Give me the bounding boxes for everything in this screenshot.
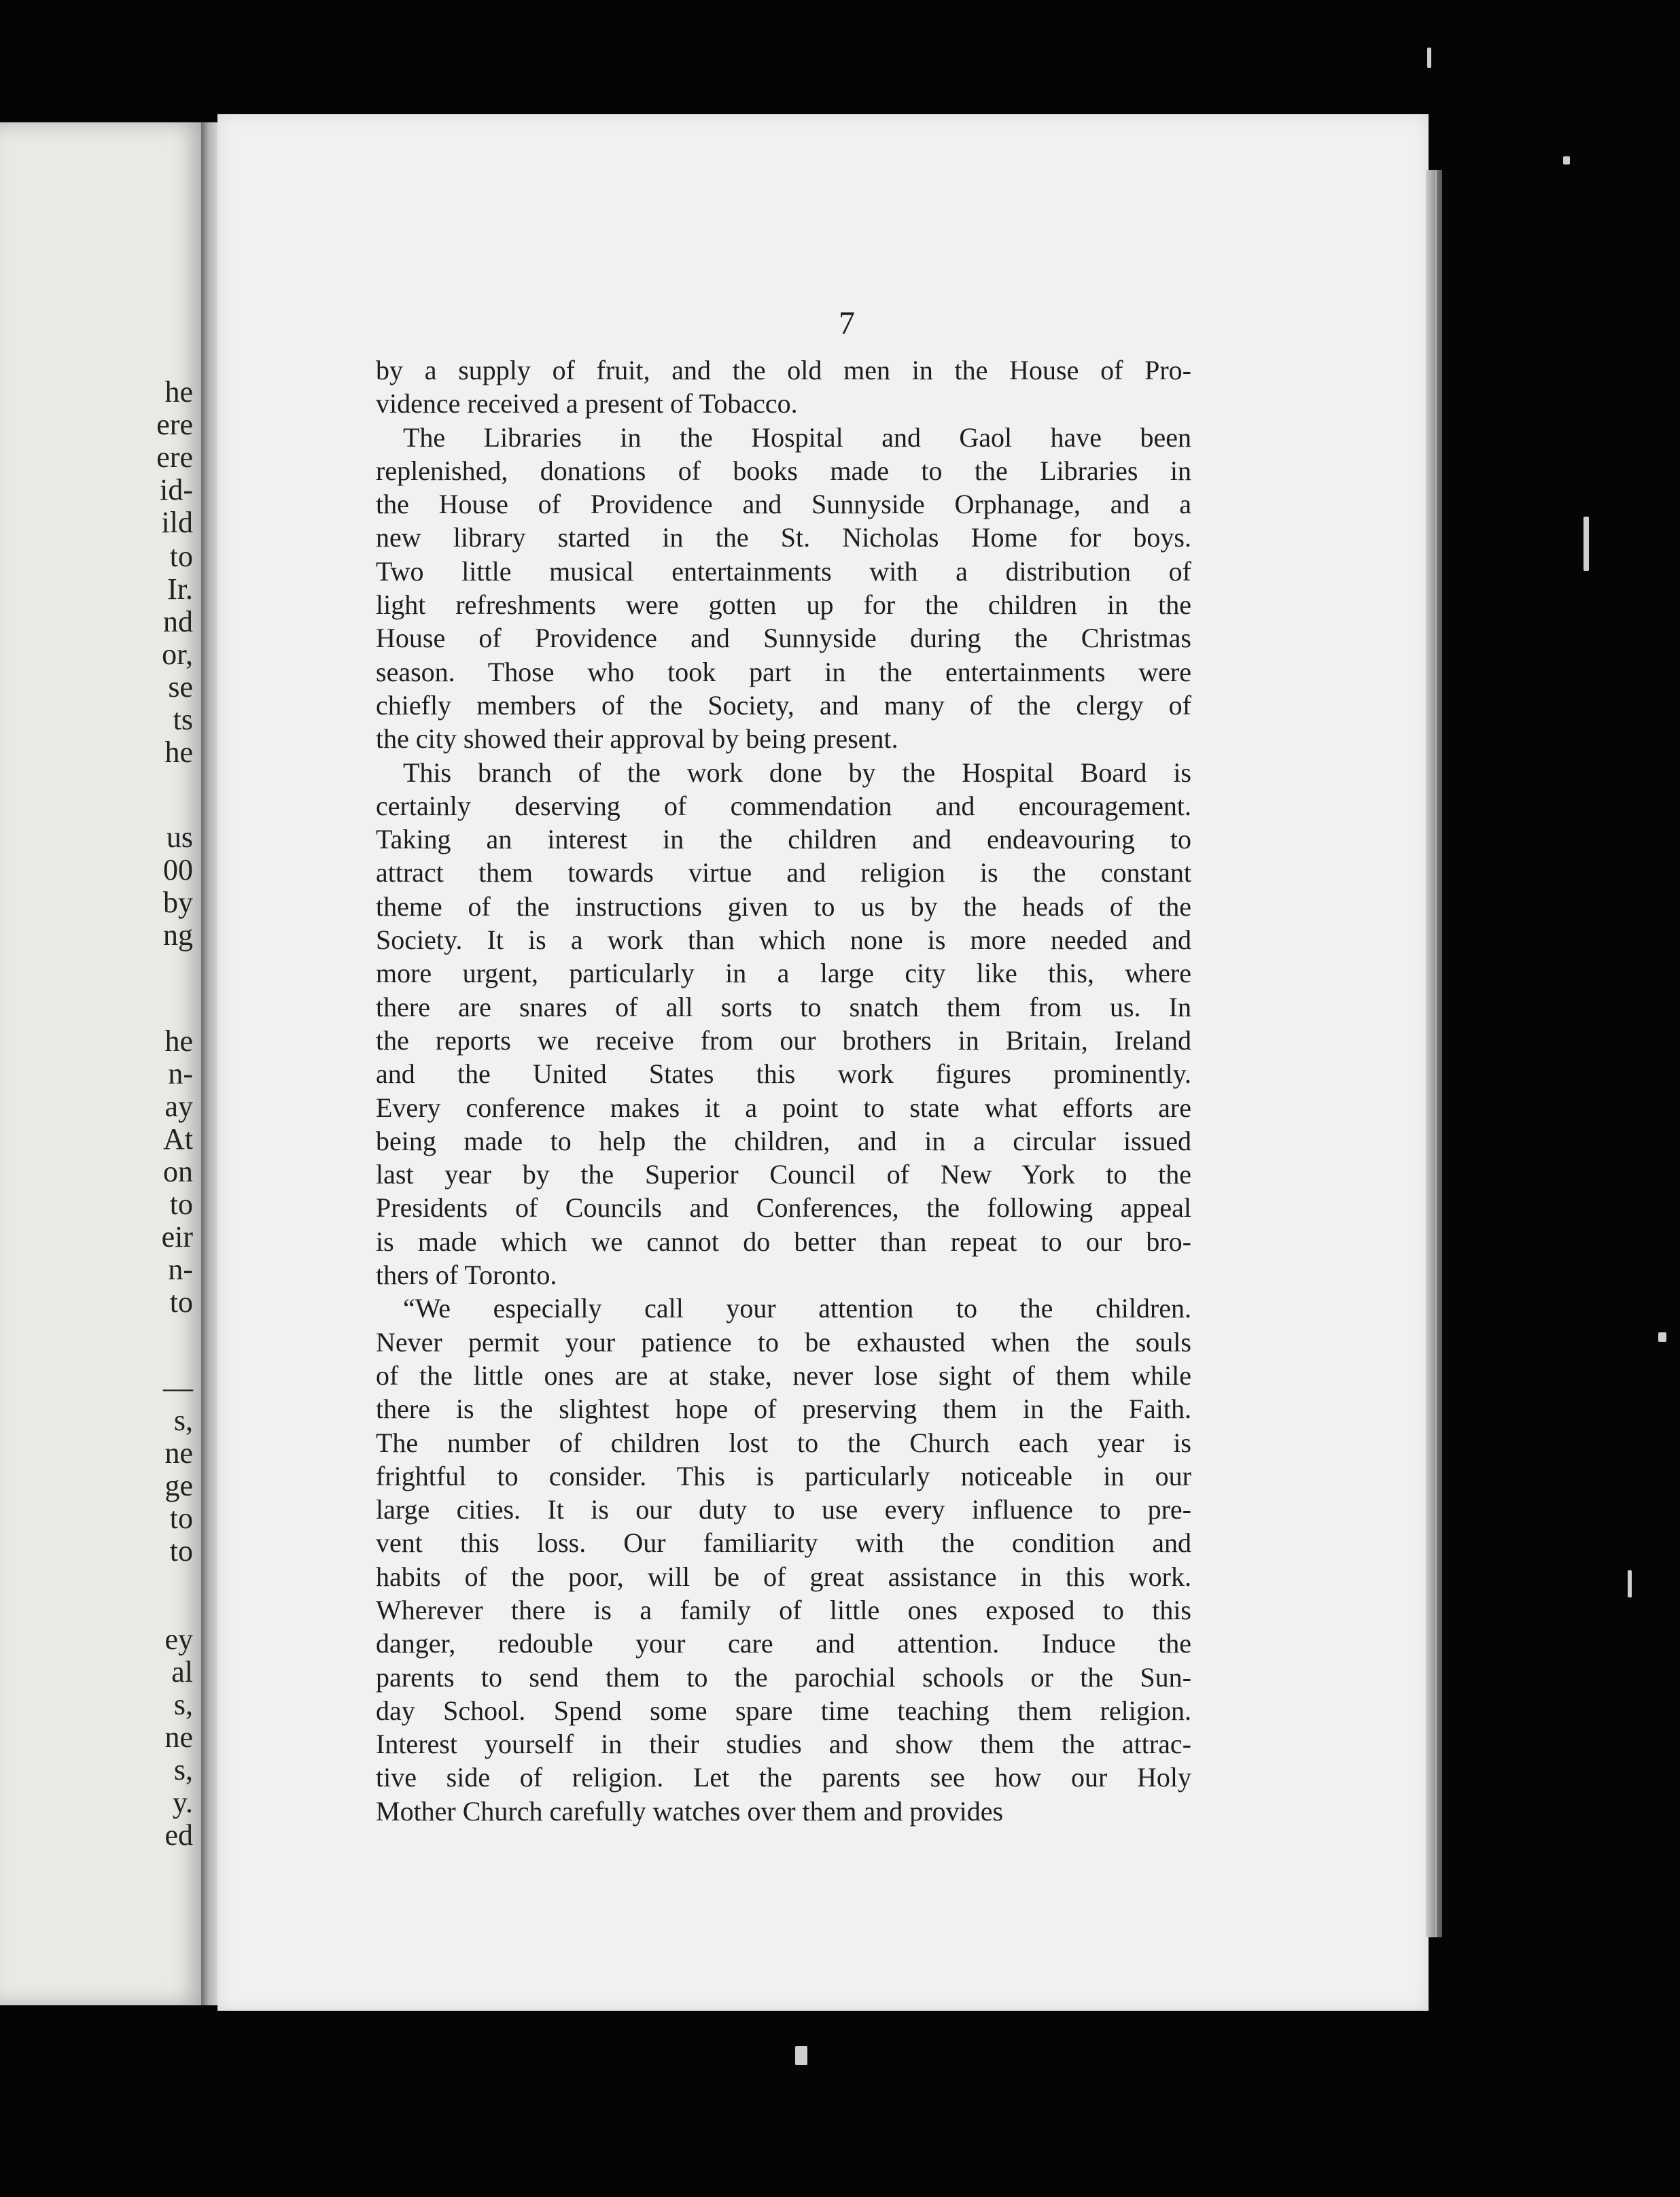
facing-page-text-fragment: or,: [162, 638, 193, 671]
text-line: chiefly members of the Society, and many of the clergy of: [376, 689, 1191, 721]
facing-page-text-fragment: on: [163, 1155, 193, 1188]
text-line: light refreshments were gotten up for the children in the: [376, 589, 1191, 621]
text-line: vent this loss. Our familiarity with the condition and: [376, 1527, 1191, 1559]
dust-speck: [1658, 1332, 1666, 1342]
facing-page-text-fragment: he: [164, 1024, 193, 1058]
text-line: Taking an interest in the children and endeavouring to: [376, 824, 1191, 855]
dust-speck: [1583, 517, 1589, 571]
facing-page-text-fragment: Ir.: [167, 572, 193, 606]
text-line: The Libraries in the Hospital and Gaol have been: [403, 421, 1191, 453]
text-line: House of Providence and Sunnyside during the Christmas: [376, 623, 1191, 654]
facing-page-text-fragment: id-: [160, 473, 193, 506]
facing-page-left: [0, 122, 204, 2005]
facing-page-text-fragment: 00: [163, 853, 193, 886]
facing-page-text-fragment: ng: [163, 918, 193, 952]
text-line: frightful to consider. This is particularly noticeable in our: [376, 1460, 1191, 1491]
text-line: Wherever there is a family of little ones exposed to this: [376, 1594, 1191, 1625]
facing-page-text-fragment: nd: [163, 605, 193, 638]
text-line: habits of the poor, will be of great assistance in this work.: [376, 1561, 1191, 1592]
facing-page-text-fragment: to: [169, 1502, 193, 1535]
facing-page-text-fragment: ay: [164, 1090, 193, 1123]
text-line: by a supply of fruit, and the old men in the House of Pro-: [376, 355, 1191, 385]
text-line: Two little musical entertainments with a distribution of: [376, 555, 1191, 587]
facing-page-text-fragment: n-: [168, 1253, 193, 1286]
facing-page-text-fragment: s,: [173, 1753, 193, 1786]
facing-page-text-fragment: ere: [156, 440, 193, 474]
page-number: 7: [839, 305, 855, 341]
facing-page-text-fragment: At: [163, 1122, 193, 1156]
text-line: replenished, donations of books made to the Libraries in: [376, 455, 1191, 486]
text-line: new library started in the St. Nicholas Home for boys.: [376, 522, 1191, 553]
facing-page-text-fragment: to: [169, 1188, 193, 1221]
facing-page-text-fragment: ere: [156, 408, 193, 441]
text-line: the reports we receive from our brothers in Britain, Ireland: [376, 1024, 1191, 1056]
text-line: attract them towards virtue and religion is the constant: [376, 857, 1191, 888]
text-line: Mother Church carefully watches over them and provides: [376, 1795, 1004, 1827]
text-line: is made which we cannot do better than repeat to our bro-: [376, 1226, 1191, 1257]
facing-page-text-fragment: —: [163, 1371, 193, 1404]
facing-page-text-fragment: ed: [164, 1818, 193, 1852]
facing-page-text-fragment: to: [169, 1285, 193, 1319]
text-line: more urgent, particularly in a large city like this, where: [376, 958, 1191, 989]
text-line: Never permit your patience to be exhausted when the souls: [376, 1326, 1191, 1357]
text-line: This branch of the work done by the Hospital Board is: [403, 757, 1191, 788]
facing-page-text-fragment: ild: [161, 506, 193, 539]
page-edge: [1435, 170, 1442, 1937]
text-line: Interest yourself in their studies and show them the attrac-: [376, 1729, 1191, 1760]
facing-page-text-fragment: se: [168, 670, 193, 704]
facing-page-text-fragment: ne: [164, 1436, 193, 1470]
facing-page-text-fragment: ge: [164, 1469, 193, 1502]
text-line: being made to help the children, and in a circular issued: [376, 1125, 1191, 1156]
dust-speck: [795, 2046, 807, 2065]
text-line: tive side of religion. Let the parents see how our Holy: [376, 1762, 1191, 1793]
facing-page-text-fragment: to: [169, 540, 193, 573]
text-line: large cities. It is our duty to use every influence to pre-: [376, 1494, 1191, 1525]
facing-page-text-fragment: by: [163, 886, 193, 919]
facing-page-text-fragment: ts: [173, 703, 193, 736]
text-line: the House of Providence and Sunnyside Orphanage, and a: [376, 489, 1191, 520]
dust-speck: [1563, 156, 1570, 165]
text-line: Every conference makes it a point to state what efforts are: [376, 1092, 1191, 1123]
text-line: thers of Toronto.: [376, 1260, 557, 1291]
text-line: danger, redouble your care and attention. Induce the: [376, 1628, 1191, 1659]
text-line: Society. It is a work than which none is more needed and: [376, 924, 1191, 956]
text-line: “We especially call your attention to the children.: [403, 1293, 1191, 1324]
text-line: there are snares of all sorts to snatch them from us. In: [376, 991, 1191, 1022]
dust-speck: [1628, 1570, 1632, 1597]
facing-page-text-fragment: y.: [172, 1786, 193, 1819]
text-line: there is the slightest hope of preserving them in the Faith.: [376, 1394, 1191, 1425]
text-line: of the little ones are at stake, never lose sight of them while: [376, 1360, 1191, 1391]
text-line: and the United States this work figures prominently.: [376, 1058, 1191, 1090]
text-line: theme of the instructions given to us by the heads of the: [376, 890, 1191, 922]
text-line: the city showed their approval by being present.: [376, 723, 898, 755]
facing-page-text-fragment: al: [171, 1655, 193, 1689]
text-line: parents to send them to the parochial schools or the Sun-: [376, 1661, 1191, 1693]
book-gutter: [201, 122, 219, 2005]
facing-page-text-fragment: us: [166, 820, 193, 854]
text-line: last year by the Superior Council of New York to the: [376, 1159, 1191, 1190]
text-line: The number of children lost to the Church each year is: [376, 1427, 1191, 1458]
facing-page-text-fragment: s,: [173, 1404, 193, 1437]
text-line: season. Those who took part in the entertainments were: [376, 656, 1191, 687]
text-line: day School. Spend some spare time teaching them religion.: [376, 1695, 1191, 1726]
body-text: [376, 353, 1191, 1828]
facing-page-text-fragment: ne: [164, 1720, 193, 1754]
facing-page-text-fragment: he: [164, 375, 193, 409]
facing-page-text-fragment: he: [164, 736, 193, 769]
facing-page-text-fragment: to: [169, 1534, 193, 1568]
text-line: Presidents of Councils and Conferences, the following appeal: [376, 1192, 1191, 1224]
text-line: vidence received a present of Tobacco.: [376, 388, 798, 419]
facing-page-text-fragment: n-: [168, 1057, 193, 1090]
text-line: certainly deserving of commendation and encouragement.: [376, 790, 1191, 821]
facing-page-text-fragment: eir: [161, 1220, 193, 1253]
dust-speck: [1427, 48, 1431, 68]
facing-page-text-fragment: s,: [173, 1688, 193, 1721]
facing-page-text-fragment: ey: [164, 1623, 193, 1656]
